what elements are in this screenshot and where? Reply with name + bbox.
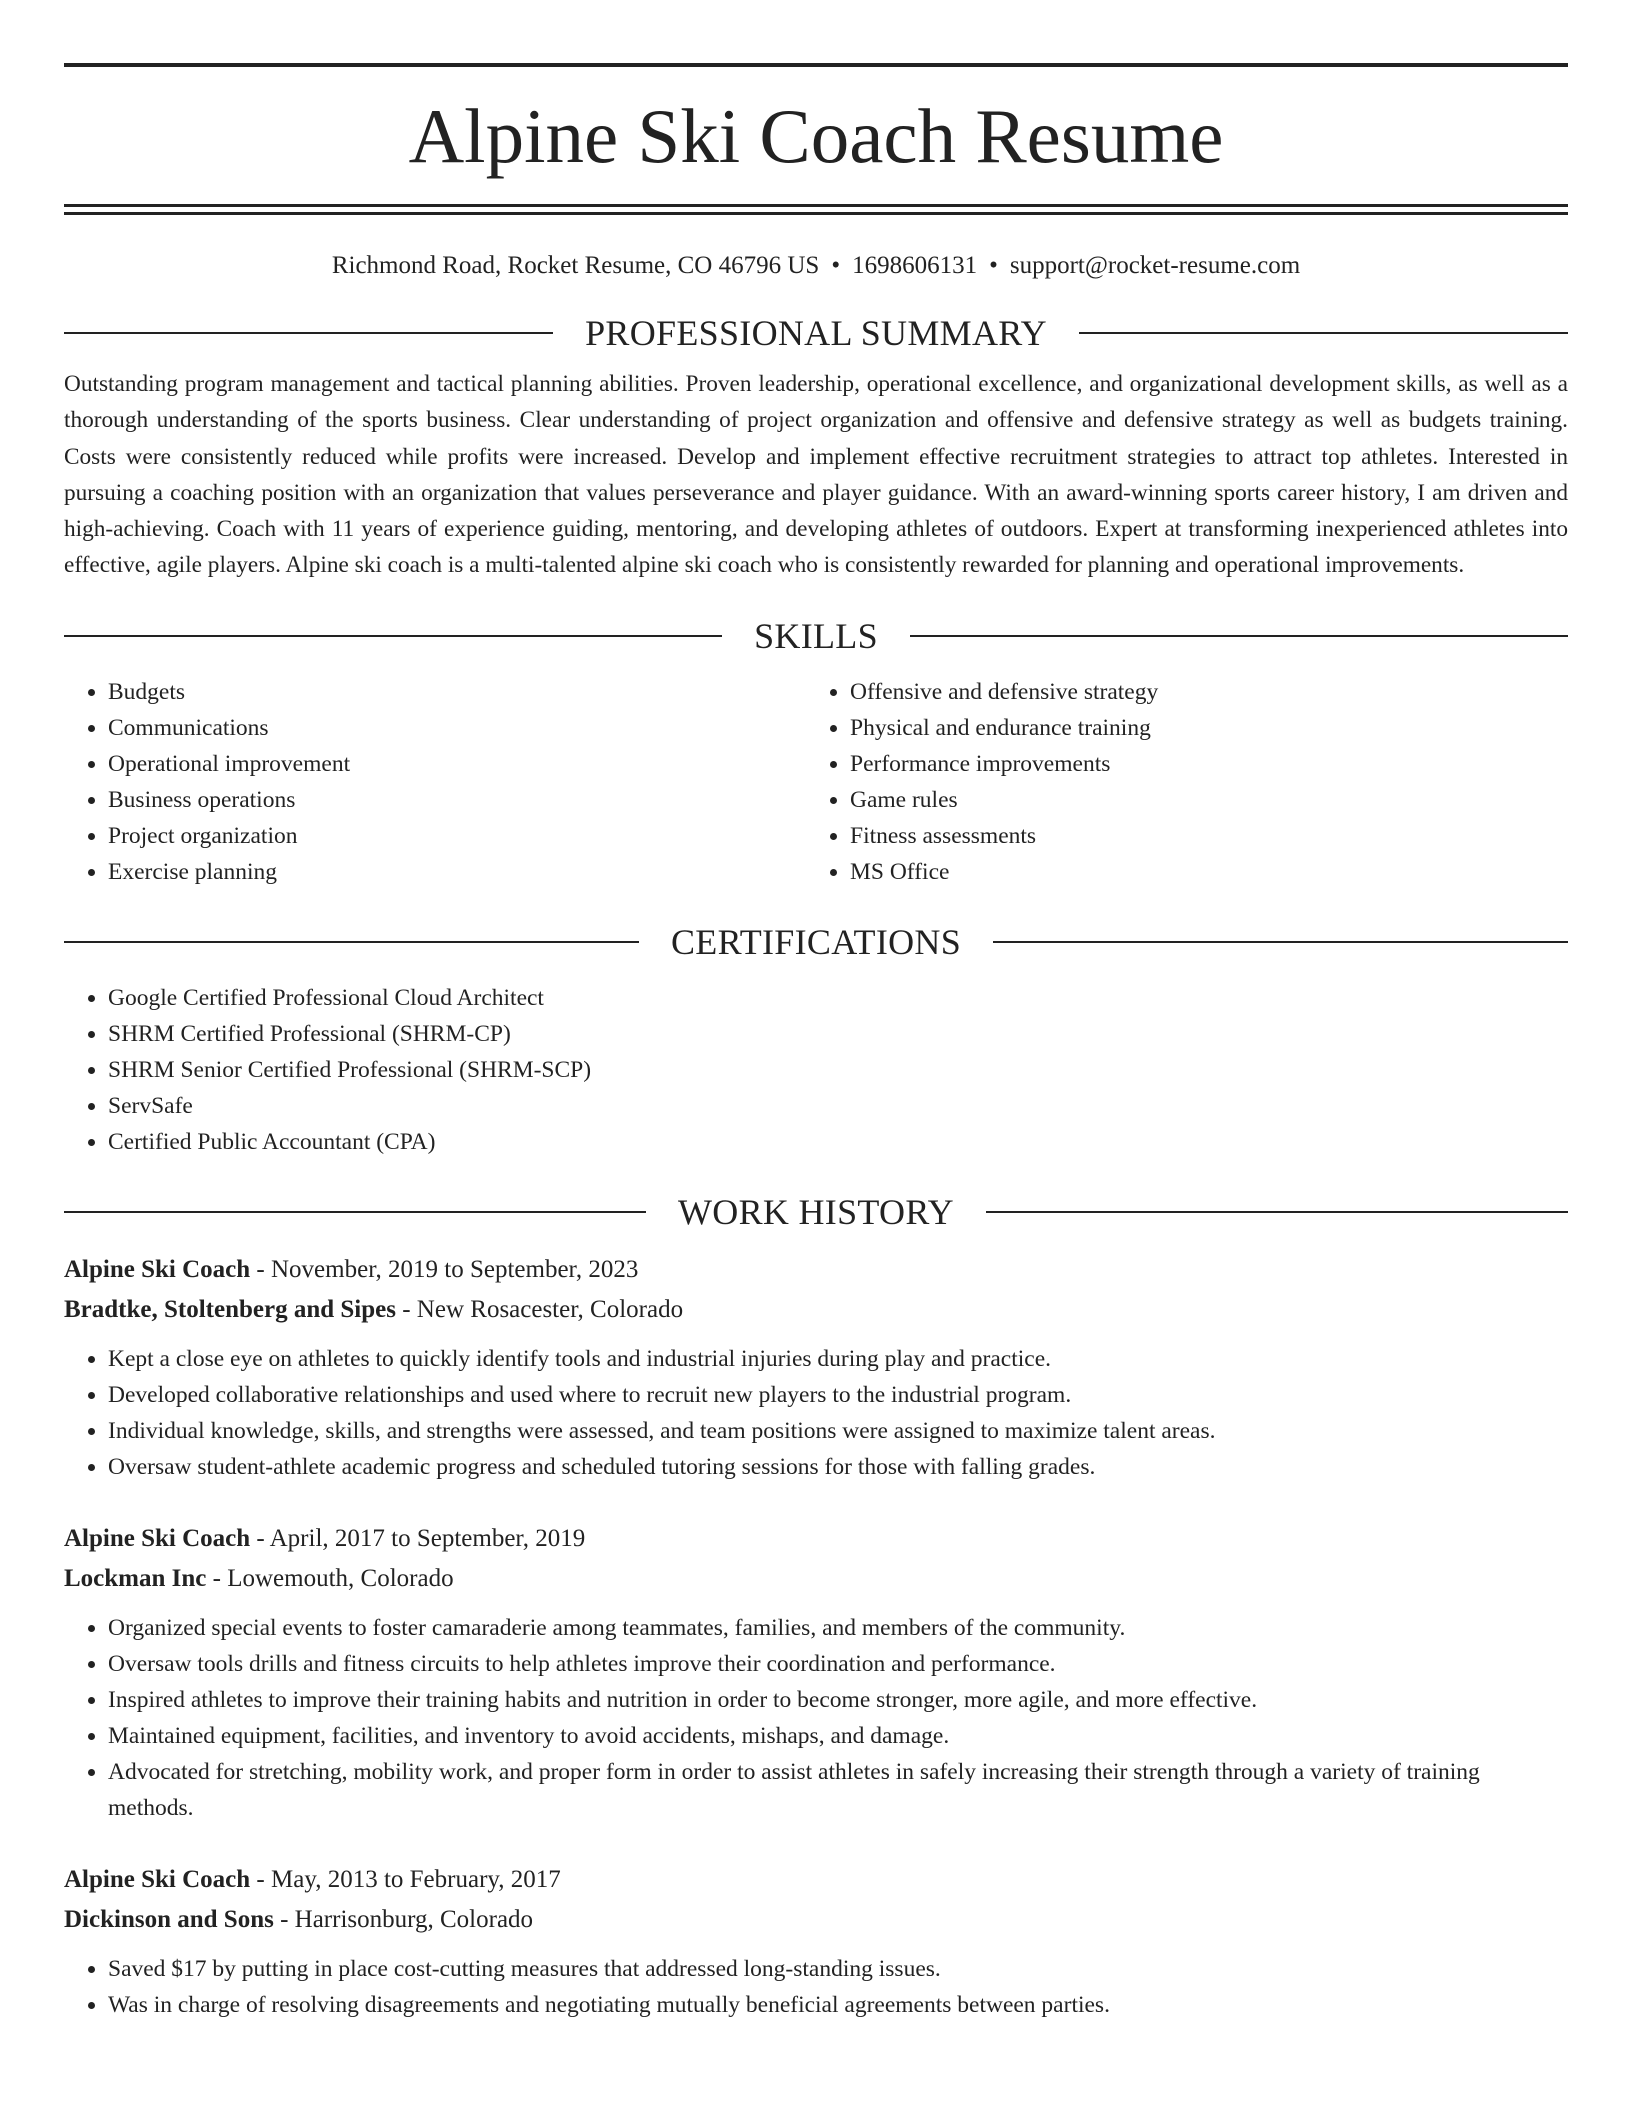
certifications-heading-label: CERTIFICATIONS — [670, 921, 962, 962]
contact-address: Richmond Road, Rocket Resume, CO 46796 US — [331, 252, 820, 279]
certification-item: • Google Certified Professional Cloud Architect — [108, 980, 1568, 1016]
job-bullet: • Organized special events to foster camaraderie among teammates, families, and members of the community. — [108, 1610, 1568, 1646]
job-company: Bradtke, Stoltenberg and Sipes — [64, 1295, 396, 1323]
certification-item: • ServSafe — [108, 1088, 1568, 1124]
job-entry — [64, 1860, 1568, 2023]
job-bullet: • Oversaw student-athlete academic progress and scheduled tutoring sessions for those with falling grades. — [108, 1449, 1568, 1485]
skill-item: • Fitness assessments — [850, 818, 1548, 854]
job-location: - Harrisonburg, Colorado — [273, 1905, 534, 1933]
job-bullet: • Was in charge of resolving disagreements and negotiating mutually beneficial agreements between parties. — [108, 1987, 1568, 2023]
contact-phone: 1698606131 — [852, 252, 978, 279]
summary-heading — [64, 311, 1568, 355]
job-location: - New Rosacester, Colorado — [395, 1295, 684, 1323]
job-bullet: • Kept a close eye on athletes to quickly identify tools and industrial injuries during play and practice. — [108, 1341, 1568, 1377]
skills-heading — [64, 614, 1568, 658]
skill-item: • Project organization — [108, 818, 806, 854]
skill-item: • MS Office — [850, 854, 1548, 890]
certification-item: • Certified Public Accountant (CPA) — [108, 1124, 1568, 1160]
certifications-heading — [64, 920, 1568, 964]
skills-column-left — [64, 674, 806, 890]
contact-line — [64, 251, 1568, 281]
job-entry — [64, 1519, 1568, 1826]
job-dates: - May, 2013 to February, 2017 — [250, 1865, 561, 1893]
job-title: Alpine Ski Coach — [64, 1524, 251, 1552]
job-dates: - November, 2019 to September, 2023 — [250, 1255, 639, 1283]
job-dates: - April, 2017 to September, 2019 — [250, 1524, 586, 1552]
contact-separator: • — [989, 252, 998, 279]
job-entry — [64, 1250, 1568, 1485]
job-company: Dickinson and Sons — [64, 1905, 274, 1933]
title-double-rule — [64, 204, 1568, 215]
work-history-heading — [64, 1190, 1568, 1234]
skill-item: • Operational improvement — [108, 746, 806, 782]
summary-text: Outstanding program management and tactical planning abilities. Proven leadership, operational excellence, and organizational development skills, as well as a thorough understanding of the sports business. Clear understanding of project organization and offensive and defensive strategy as well as budgets training. Costs were consistently reduced while profits were increased. Develop and implement effective recruitment strategies to attract top athletes. Interested in pursuing a coaching position with an organization that values perseverance and player guidance. With an award-winning sports career history, I am driven and high-achieving. Coach with 11 years of experience guiding, mentoring, and developing athletes of outdoors. Expert at transforming inexperienced athletes into effective, agile players. Alpine ski coach is a multi-talented alpine ski coach who is consistently rewarded for planning and operational improvements. — [64, 371, 1568, 579]
certifications-list — [64, 980, 1568, 1160]
skill-item: • Budgets — [108, 674, 806, 710]
resume-page — [64, 0, 1568, 2023]
skill-item: • Physical and endurance training — [850, 710, 1548, 746]
work-history-heading-label: WORK HISTORY — [678, 1191, 954, 1232]
certification-item: • SHRM Senior Certified Professional (SHRM-SCP) — [108, 1052, 1568, 1088]
job-bullet: • Inspired athletes to improve their training habits and nutrition in order to become stronger, more agile, and more effective. — [108, 1682, 1568, 1718]
job-location: - Lowemouth, Colorado — [206, 1564, 454, 1592]
job-company: Lockman Inc — [64, 1564, 207, 1592]
skill-item: • Communications — [108, 710, 806, 746]
job-bullet: • Advocated for stretching, mobility work, and proper form in order to assist athletes in safely increasing their strength through a variety of training methods. — [108, 1754, 1568, 1826]
job-title: Alpine Ski Coach — [64, 1865, 251, 1893]
certification-item: • SHRM Certified Professional (SHRM-CP) — [108, 1016, 1568, 1052]
skills-column-right — [806, 674, 1548, 890]
contact-separator: • — [831, 252, 841, 279]
skills-heading-label: SKILLS — [754, 615, 878, 656]
top-rule — [64, 63, 1568, 67]
skill-item: • Offensive and defensive strategy — [850, 674, 1548, 710]
job-bullet: • Maintained equipment, facilities, and inventory to avoid accidents, mishaps, and damage. — [108, 1718, 1568, 1754]
skill-item: • Business operations — [108, 782, 806, 818]
page-title: Alpine Ski Coach Resume — [408, 93, 1224, 179]
summary-heading-label: PROFESSIONAL SUMMARY — [585, 313, 1047, 353]
contact-email: support@rocket-resume.com — [1009, 252, 1301, 279]
skills-list — [64, 674, 1568, 890]
skill-item: • Game rules — [850, 782, 1548, 818]
job-bullet: • Developed collaborative relationships and used where to recruit new players to the industrial program. — [108, 1377, 1568, 1413]
job-title: Alpine Ski Coach — [64, 1255, 251, 1283]
job-bullet: • Saved $17 by putting in place cost-cutting measures that addressed long-standing issues. — [108, 1951, 1568, 1987]
job-bullet: • Oversaw tools drills and fitness circuits to help athletes improve their coordination and performance. — [108, 1646, 1568, 1682]
skill-item: • Performance improvements — [850, 746, 1548, 782]
job-bullet: • Individual knowledge, skills, and strengths were assessed, and team positions were assigned to maximize talent areas. — [108, 1413, 1568, 1449]
skill-item: • Exercise planning — [108, 854, 806, 890]
